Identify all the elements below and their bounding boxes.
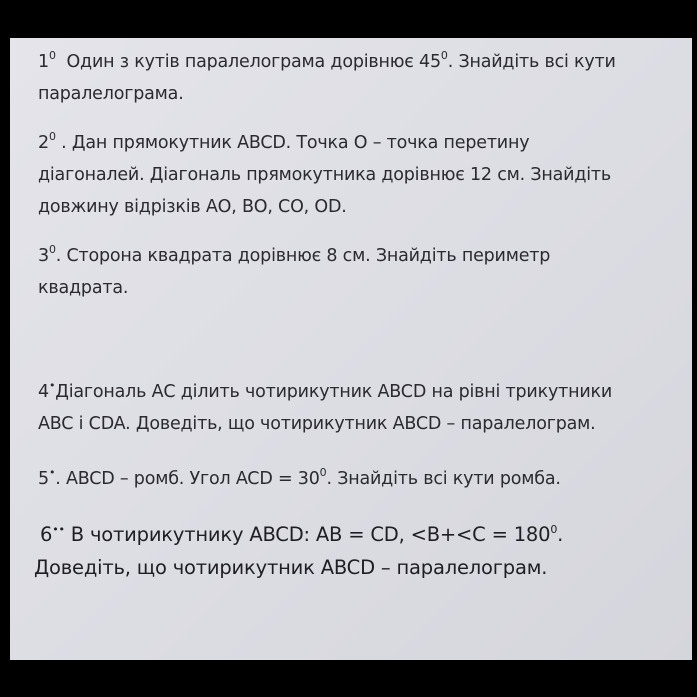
problem-6 <box>34 518 674 584</box>
problem-4 <box>38 376 678 440</box>
problem-5-degree: 0 <box>319 466 327 479</box>
problem-3-number: 3 <box>38 246 49 266</box>
problem-3 <box>38 240 678 304</box>
problem-1-degree: 0 <box>440 49 448 62</box>
problem-4-mark: • <box>48 379 56 392</box>
problem-3-mark: 0 <box>48 243 56 256</box>
problem-4-line-1 <box>38 376 678 408</box>
problem-6-line-2: Доведіть, що чотирикутник ABCD – паралелограм. <box>34 556 548 579</box>
problem-5-text-b: . Знайдіть всі кути ромба. <box>326 469 561 489</box>
problem-1-line-2: паралелограма. <box>38 84 184 104</box>
problem-2-line-3: довжину відрізків АО, ВО, СО, OD. <box>38 197 347 217</box>
problem-5-text-a: . ABCD – ромб. Угол ACD = 30 <box>55 469 320 489</box>
problem-6-number: 6 <box>40 523 53 546</box>
problem-2 <box>38 127 678 223</box>
problem-1-text-b: . Знайдіть всі кути <box>447 52 616 72</box>
problem-3-text-a: . Сторона квадрата дорівнює 8 см. Знайдіть периметр <box>55 246 551 266</box>
problem-3-line-2: квадрата. <box>38 278 129 298</box>
problem-1-text-a: Один з кутів паралелограма дорівнює 45 <box>66 52 441 72</box>
problem-6-degree: 0 <box>550 523 558 536</box>
problem-2-number: 2 <box>38 133 49 153</box>
worksheet-page <box>10 38 692 660</box>
problem-6-mark: •• <box>52 523 65 536</box>
problem-4-text-a: Діагональ АС ділить чотирикутник ABCD на рівні трикутники <box>55 382 613 402</box>
problem-4-number: 4 <box>38 382 49 402</box>
problem-6-text-a: В чотирикутнику ABCD: AB = CD, <B+<C = 180 <box>64 523 551 546</box>
problem-5 <box>38 463 678 495</box>
problem-2-mark: 0 <box>48 130 56 143</box>
problem-5-line-1 <box>38 463 678 495</box>
problem-5-number: 5 <box>38 469 49 489</box>
problem-5-mark: • <box>48 466 56 479</box>
problem-4-line-2: ABC і CDA. Доведіть, що чотирикутник ABCD – паралелограм. <box>38 414 596 434</box>
problem-1-mark: 0 <box>48 49 56 62</box>
problem-6-text-b: . <box>557 523 564 546</box>
problem-1-line-1 <box>38 46 678 78</box>
problem-6-line-1 <box>34 518 674 551</box>
problem-3-line-1 <box>38 240 678 272</box>
problem-2-line-2: діагоналей. Діагональ прямокутника дорівнює 12 см. Знайдіть <box>38 165 612 185</box>
problem-2-line-1 <box>38 127 678 159</box>
problem-1-number: 1 <box>38 52 49 72</box>
problem-1 <box>38 46 678 110</box>
problem-2-text-a: . Дан прямокутник ABCD. Точка О – точка перетину <box>61 133 530 153</box>
